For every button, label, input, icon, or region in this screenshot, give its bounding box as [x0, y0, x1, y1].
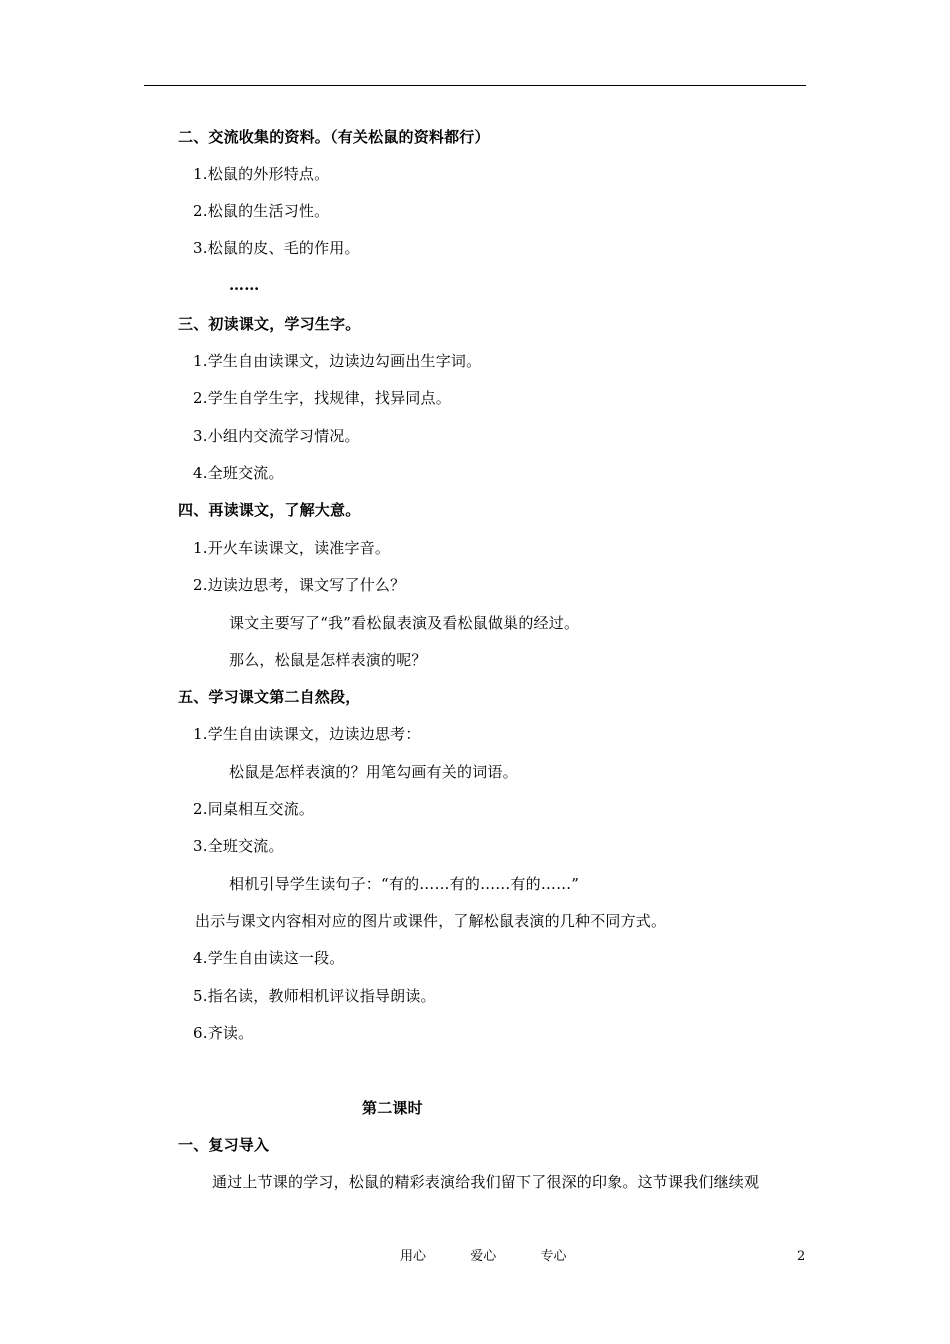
- paragraph: 那么，松鼠是怎样表演的呢？: [229, 651, 427, 669]
- ellipsis: ……: [229, 276, 260, 294]
- footer-motto: 用心 爱心 专心: [400, 1249, 567, 1264]
- list-item: 1.学生自由读课文，边读边思考：: [193, 725, 421, 743]
- heading-4: 四、再读课文，了解大意。: [178, 501, 361, 519]
- list-item: 2.松鼠的生活习性。: [193, 202, 330, 220]
- paragraph: 松鼠是怎样表演的？用笔勾画有关的词语。: [229, 763, 518, 781]
- list-item: 1.开火车读课文，读准字音。: [193, 539, 391, 557]
- list-item: 3.小组内交流学习情况。: [193, 427, 360, 445]
- list-item: 2.同桌相互交流。: [193, 800, 315, 818]
- list-item: 6.齐读。: [193, 1024, 254, 1042]
- paragraph: 相机引导学生读句子：“有的……有的……有的……”: [229, 875, 580, 893]
- list-item: 4.全班交流。: [193, 464, 284, 482]
- list-item: 3.松鼠的皮、毛的作用。: [193, 239, 360, 257]
- list-item: 1.松鼠的外形特点。: [193, 165, 330, 183]
- list-item: 2.边读边思考，课文写了什么？: [193, 576, 406, 594]
- list-item: 4.学生自由读这一段。: [193, 949, 345, 967]
- header-rule: [144, 85, 806, 86]
- paragraph: 通过上节课的学习，松鼠的精彩表演给我们留下了很深的印象。这节课我们继续观: [212, 1173, 760, 1191]
- heading-5: 五、学习课文第二自然段，: [178, 688, 361, 706]
- section-title: 第二课时: [362, 1099, 423, 1117]
- paragraph: 课文主要写了“我”看松鼠表演及看松鼠做巢的经过。: [229, 614, 580, 632]
- page-number: 2: [797, 1249, 806, 1264]
- list-item: 2.学生自学生字，找规律，找异同点。: [193, 389, 451, 407]
- list-item: 5.指名读，教师相机评议指导朗读。: [193, 987, 436, 1005]
- paragraph: 出示与课文内容相对应的图片或课件，了解松鼠表演的几种不同方式。: [195, 912, 667, 930]
- heading-3: 三、初读课文，学习生字。: [178, 315, 361, 333]
- list-item: 1.学生自由读课文，边读边勾画出生字词。: [193, 352, 482, 370]
- heading-2: 二、交流收集的资料。（有关松鼠的资料都行）: [178, 128, 490, 146]
- list-item: 3.全班交流。: [193, 837, 284, 855]
- heading-1: 一、复习导入: [178, 1136, 270, 1154]
